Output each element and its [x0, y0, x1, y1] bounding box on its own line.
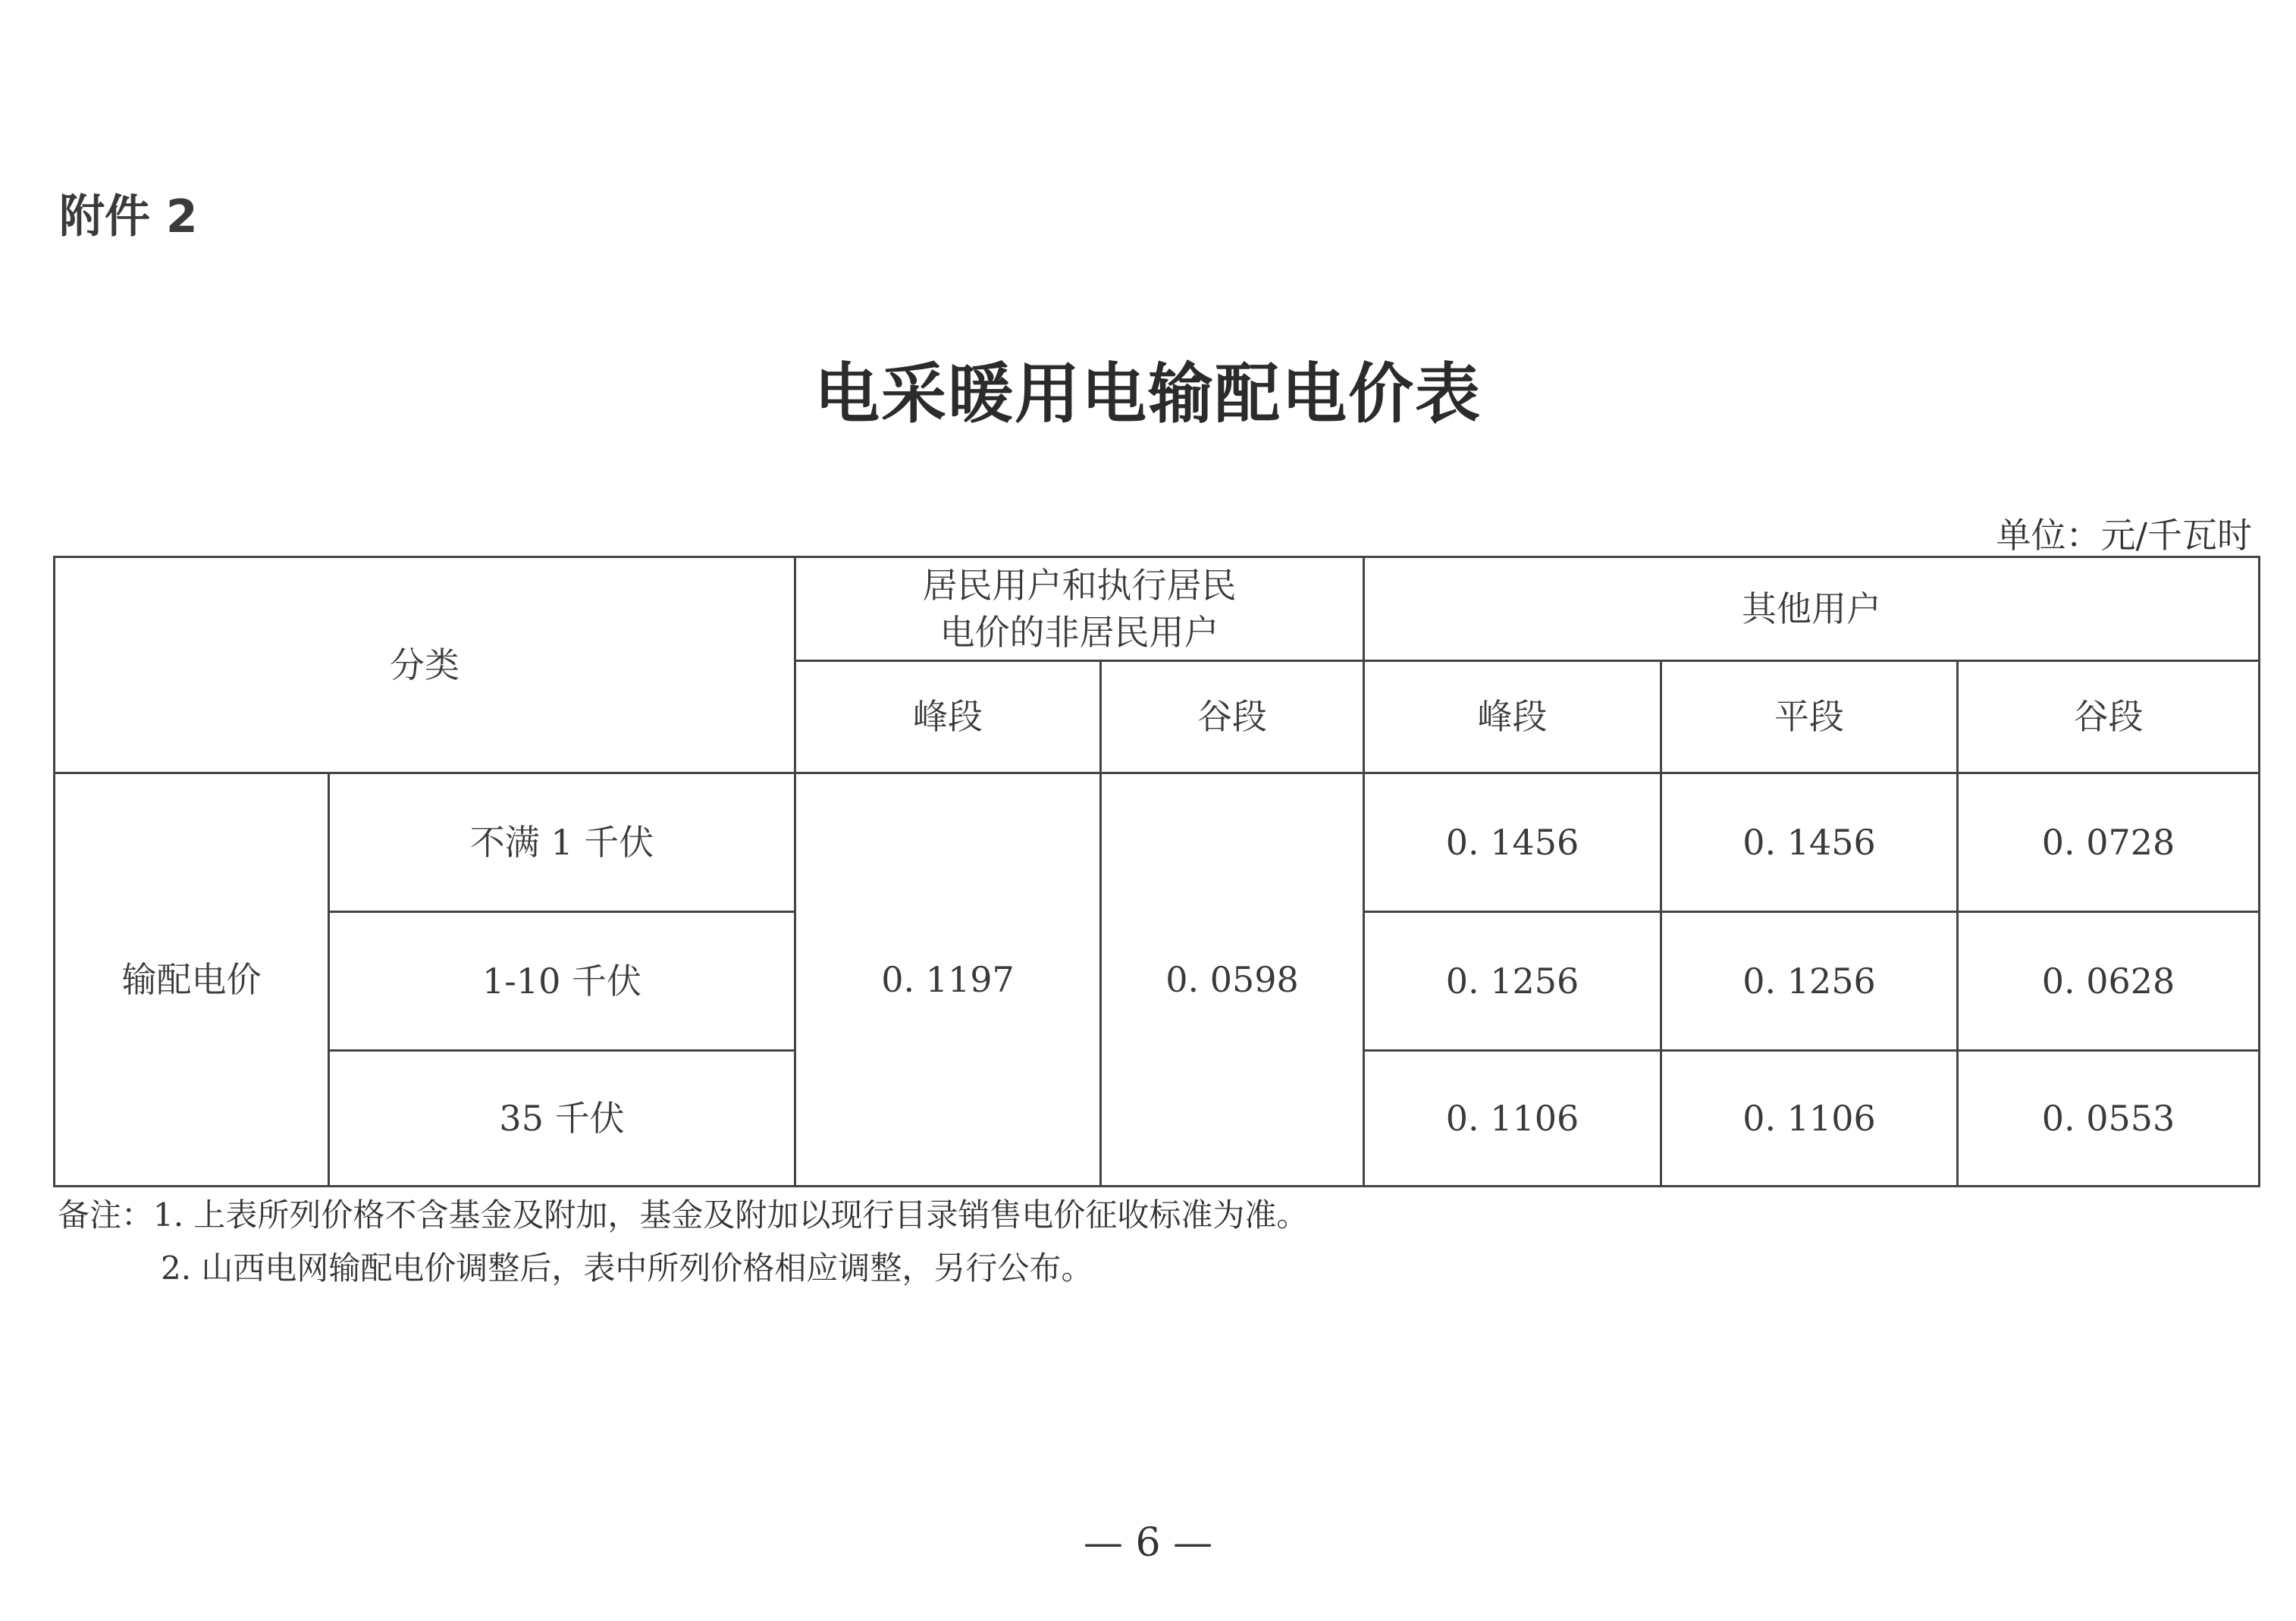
voltage-level: 35 千伏 — [329, 1051, 795, 1187]
attachment-label: 附件 2 — [59, 190, 198, 243]
other-users-header: 其他用户 — [1364, 557, 2260, 661]
voltage-level: 不满 1 千伏 — [329, 773, 795, 912]
other-flat-header: 平段 — [1661, 661, 1958, 773]
residential-valley-header: 谷段 — [1101, 661, 1364, 773]
other-peak-value: 0. 1256 — [1364, 912, 1661, 1051]
note-line-1: 备注：1. 上表所列价格不含基金及附加，基金及附加以现行目录销售电价征收标准为准。 — [58, 1196, 1309, 1234]
voltage-level: 1-10 千伏 — [329, 912, 795, 1051]
other-valley-value: 0. 0553 — [1958, 1051, 2260, 1187]
notes — [58, 1189, 1308, 1295]
other-flat-value: 0. 1256 — [1661, 912, 1958, 1051]
row-group-label: 输配电价 — [55, 773, 329, 1187]
other-peak-value: 0. 1106 — [1364, 1051, 1661, 1187]
residential-peak-header: 峰段 — [795, 661, 1101, 773]
residential-users-header: 居民用户和执行居民 电价的非居民用户 — [795, 557, 1364, 661]
other-peak-header: 峰段 — [1364, 661, 1661, 773]
other-peak-value: 0. 1456 — [1364, 773, 1661, 912]
other-flat-value: 0. 1456 — [1661, 773, 1958, 912]
table-row — [55, 773, 2260, 912]
residential-valley-value: 0. 0598 — [1101, 773, 1364, 1187]
other-valley-header: 谷段 — [1958, 661, 2260, 773]
page-number: — 6 — — [1083, 1520, 1213, 1566]
note-line-2: 2. 山西电网输配电价调整后，表中所列价格相应调整，另行公布。 — [161, 1249, 1093, 1287]
other-valley-value: 0. 0628 — [1958, 912, 2260, 1051]
residential-peak-value: 0. 1197 — [795, 773, 1101, 1187]
other-valley-value: 0. 0728 — [1958, 773, 2260, 912]
unit-label: 单位：元/千瓦时 — [1996, 515, 2252, 556]
category-header: 分类 — [55, 557, 795, 773]
price-table — [53, 556, 2260, 1187]
other-flat-value: 0. 1106 — [1661, 1051, 1958, 1187]
document-title: 电采暖用电输配电价表 — [814, 356, 1482, 432]
